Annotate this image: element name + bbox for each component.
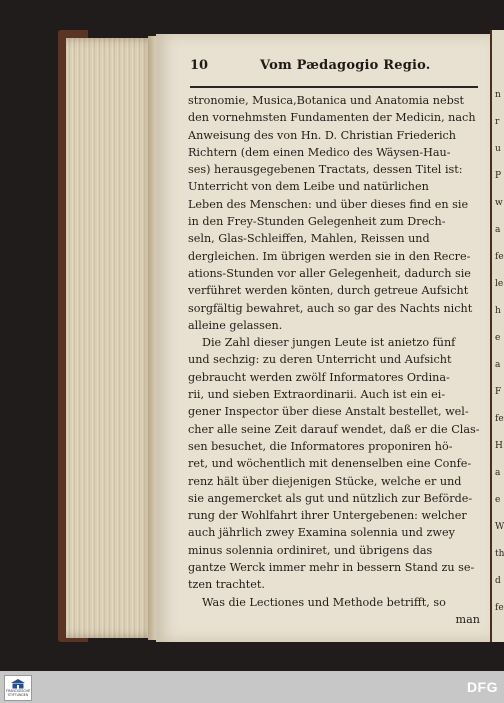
text-line: gebraucht werden zwölf Informatores Ordina- — [188, 370, 450, 384]
header-rule — [190, 86, 478, 88]
text-line: und sechzig: zu deren Unterricht und Aufsicht — [188, 353, 452, 367]
page-stack-edges — [66, 38, 156, 638]
next-page-fragment: P — [495, 171, 502, 181]
text-line: in den Frey-Stunden Gelegenheit zum Drech- — [188, 215, 446, 229]
text-line: ations-Stunden vor aller Gelegenheit, dadurch sie — [188, 266, 471, 280]
next-page-fragment: fe — [495, 414, 504, 424]
text-line: Leben des Menschen: und über dieses find en sie — [188, 197, 469, 211]
text-line: renz hält über diejenigen Stücke, welche er und — [188, 474, 462, 488]
next-page-fragment: fe — [495, 603, 504, 613]
text-line: sorgfältig bewahret, auch so gar des Nachts nicht — [188, 301, 473, 315]
text-line: seln, Glas-Schleiffen, Mahlen, Reissen und — [188, 232, 430, 246]
text-line: auch jährlich zwey Examina solennia und zwey — [188, 526, 455, 540]
page-body-text — [188, 92, 480, 628]
page-number: 10 — [190, 58, 209, 73]
next-page-fragment: H — [495, 441, 503, 451]
text-line: sen besuchet, die Informatores proponiren hö- — [188, 439, 453, 453]
next-page-fragment: h — [495, 306, 501, 316]
text-line: gantze Werck immer mehr in bessern Stand zu se- — [188, 561, 475, 575]
text-line: gener Inspector über diese Anstalt bestellet, wel- — [188, 405, 469, 419]
text-line: minus solennia ordiniret, und übrigens das — [188, 543, 433, 557]
library-logo[interactable] — [4, 675, 32, 701]
building-icon — [11, 679, 25, 689]
running-head: Vom Pædagogio Regio. — [260, 58, 431, 73]
page-header — [190, 58, 480, 80]
text-line: den vornehmsten Fundamenten der Medicin, nach — [188, 111, 476, 125]
text-line: stronomie, Musica,Botanica und Anatomia nebst — [188, 94, 465, 107]
next-page-fragment: le — [495, 279, 504, 289]
text-line: Unterricht von dem Leibe und natürlichen — [188, 180, 429, 194]
next-page-fragment: th — [495, 549, 504, 559]
text-line: alleine gelassen. — [188, 318, 283, 332]
text-line: man — [455, 612, 480, 626]
text-line: rii, und sieben Extraordinarii. Auch ist ein ei- — [188, 388, 446, 402]
text-line: tzen trachtet. — [188, 578, 265, 592]
next-page-fragment: W — [495, 522, 504, 532]
next-page-fragment: d — [495, 576, 501, 586]
viewer-footer — [0, 671, 504, 703]
library-logo-text: FRANCKESCHE STIFTUNGEN — [6, 689, 31, 697]
text-line: cher alle seine Zeit darauf wendet, daß er die Clas- — [188, 422, 480, 436]
text-line: Anweisung des von Hn. D. Christian Friederich — [188, 128, 457, 142]
next-page-fragment: a — [495, 360, 501, 370]
next-page-fragment: r — [495, 117, 500, 127]
next-page-fragment: F — [495, 387, 502, 397]
text-line: verführet werden könten, durch getreue Aufsicht — [188, 284, 469, 298]
dfg-logo[interactable]: DFG — [466, 679, 498, 695]
text-line: Was die Lectiones und Methode betrifft, so — [202, 595, 446, 609]
next-page-fragment: n — [495, 90, 501, 100]
next-page-edge — [490, 30, 504, 642]
book-page — [156, 34, 492, 642]
text-line: sie angemercket als gut und nützlich zur Beförde- — [188, 491, 473, 505]
text-line: Die Zahl dieser jungen Leute ist anietzo fünf — [202, 336, 456, 350]
text-line: dergleichen. Im übrigen werden sie in den Recre- — [188, 249, 471, 263]
text-line: Richtern (dem einen Medico des Wäysen-Hau- — [188, 145, 451, 159]
next-page-fragment: e — [495, 495, 501, 505]
next-page-fragment: e — [495, 333, 501, 343]
next-page-fragment: w — [495, 198, 503, 208]
next-page-fragment: a — [495, 468, 501, 478]
text-line: ret, und wöchentlich mit denenselben eine Confe- — [188, 457, 472, 471]
text-line: rung der Wohlfahrt ihrer Untergebenen: welcher — [188, 509, 467, 523]
next-page-fragment: u — [495, 144, 501, 154]
text-line: ses) herausgegebenen Tractats, dessen Titel ist: — [188, 163, 463, 177]
next-page-fragment: a — [495, 225, 501, 235]
next-page-fragment: fe — [495, 252, 504, 262]
